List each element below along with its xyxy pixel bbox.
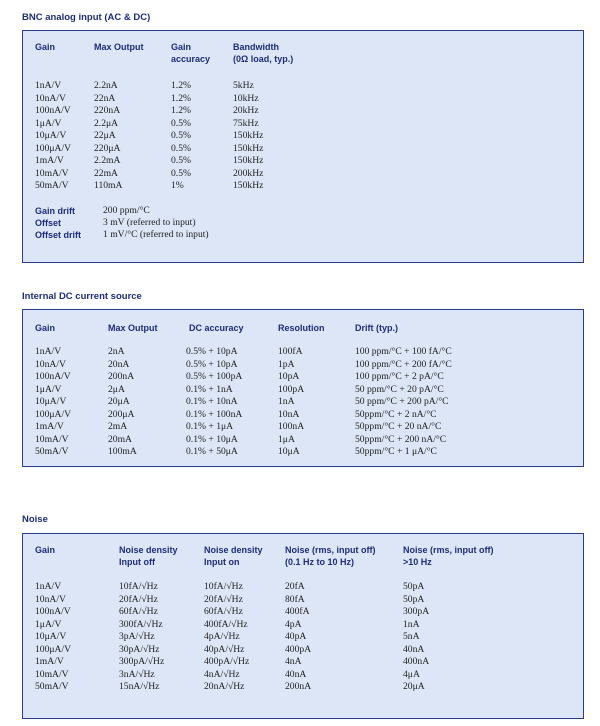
table-cell: 100nA	[278, 421, 305, 432]
table-cell: 50mA/V	[35, 180, 69, 191]
table-cell: 10fA/√Hz	[204, 581, 243, 592]
bnc-section-title: BNC analog input (AC & DC)	[22, 12, 151, 23]
table-cell: 0.5%	[171, 117, 191, 129]
table-cell: 40pA	[285, 631, 307, 642]
bnc-spec-panel	[22, 30, 584, 263]
table-row	[23, 434, 583, 447]
table-cell: 1μA/V	[35, 383, 62, 395]
table-row	[23, 346, 583, 359]
table-cell: 220nA	[94, 105, 121, 116]
table-cell: 1μA/V	[35, 618, 62, 630]
table-cell: 0.1% + 10μA	[186, 433, 238, 445]
table-cell: 0.5% + 100pA	[186, 371, 243, 382]
table-cell: 2.2mA	[94, 155, 121, 166]
table-cell: 60fA/√Hz	[119, 606, 158, 617]
column-header-dc-accuracy	[189, 322, 244, 334]
table-cell: 400fA	[285, 606, 310, 617]
table-cell: 1nA	[278, 396, 295, 407]
column-header-gain	[35, 322, 55, 334]
table-cell: 1nA/V	[35, 80, 62, 91]
dc-source-panel	[22, 309, 584, 467]
table-cell: 20nA	[108, 358, 130, 370]
table-row	[23, 118, 583, 131]
table-cell: 50 ppm/°C + 200 pA/°C	[355, 396, 449, 407]
table-cell: 0.1% + 100nA	[186, 408, 243, 420]
table-cell: 22mA	[94, 167, 118, 179]
spec-row-offset	[23, 217, 583, 229]
table-cell: 20kHz	[233, 105, 259, 116]
table-cell: 30pA/√Hz	[119, 643, 160, 655]
table-cell: 150kHz	[233, 142, 264, 154]
spec-value: 3 mV (referred to input)	[103, 217, 196, 228]
table-cell: 20mA	[108, 433, 132, 445]
table-cell: 1nA	[403, 618, 420, 630]
column-header-resolution	[278, 322, 325, 334]
table-cell: 1.2%	[171, 105, 191, 116]
table-cell: 50ppm/°C + 200 nA/°C	[355, 433, 447, 445]
table-row	[23, 656, 583, 669]
column-header-line: Max Output	[94, 42, 144, 52]
table-row	[23, 130, 583, 143]
table-cell: 3pA/√Hz	[119, 631, 155, 642]
table-row	[23, 446, 583, 459]
table-cell: 100μA/V	[35, 643, 72, 655]
table-row	[23, 105, 583, 118]
noise-section-title: Noise	[22, 514, 48, 525]
table-cell: 0.5% + 10pA	[186, 358, 238, 370]
table-cell: 10μA/V	[35, 130, 67, 141]
table-cell: 5nA	[403, 631, 420, 642]
table-row	[23, 180, 583, 193]
table-cell: 20fA/√Hz	[204, 593, 243, 605]
table-cell: 200nA	[108, 371, 135, 382]
table-cell: 40nA	[285, 668, 307, 680]
table-cell: 40nA	[403, 643, 425, 655]
table-cell: 10pA	[278, 371, 300, 382]
table-cell: 10nA/V	[35, 593, 66, 605]
table-cell: 1mA/V	[35, 656, 64, 667]
column-header-gain	[171, 41, 210, 65]
column-header-gain	[35, 544, 55, 556]
table-row	[23, 606, 583, 619]
table-cell: 0.5% + 10pA	[186, 346, 238, 357]
table-cell: 50ppm/°C + 1 μA/°C	[355, 446, 437, 457]
noise-table-body	[23, 581, 583, 694]
table-row	[23, 619, 583, 632]
spec-label: Offset	[35, 218, 62, 228]
table-cell: 50 ppm/°C + 20 pA/°C	[355, 383, 444, 395]
table-cell: 110mA	[94, 180, 123, 191]
table-cell: 4μA	[403, 668, 420, 680]
noise-panel	[22, 533, 584, 719]
table-cell: 2mA	[108, 421, 128, 432]
column-header-line: Resolution	[278, 323, 325, 333]
column-header-line: Noise (rms, input off)	[403, 545, 494, 555]
spec-label: Gain drift	[35, 206, 75, 216]
table-cell: 10μA/V	[35, 396, 67, 407]
table-cell: 1mA/V	[35, 155, 64, 166]
table-cell: 22nA	[94, 92, 116, 104]
spec-label: Offset drift	[35, 230, 81, 240]
table-cell: 50pA	[403, 581, 425, 592]
table-cell: 10mA/V	[35, 668, 69, 680]
table-row	[23, 371, 583, 384]
table-cell: 40pA/√Hz	[204, 643, 245, 655]
column-header-line: (0Ω load, typ.)	[233, 54, 294, 64]
column-header-noise-density	[119, 544, 178, 568]
table-cell: 50pA	[403, 593, 425, 605]
column-header-line: Input on	[204, 557, 240, 567]
table-cell: 400pA	[285, 643, 312, 655]
table-cell: 1mA/V	[35, 421, 64, 432]
table-row	[23, 669, 583, 682]
table-cell: 150kHz	[233, 130, 264, 141]
table-cell: 10kHz	[233, 92, 259, 104]
table-cell: 200μA	[108, 408, 135, 420]
table-cell: 100nA/V	[35, 606, 71, 617]
table-cell: 200nA	[285, 681, 312, 692]
table-cell: 20nA/√Hz	[204, 681, 245, 692]
column-header-noise-rms-input-off	[285, 544, 376, 568]
table-row	[23, 631, 583, 644]
table-cell: 400fA/√Hz	[204, 618, 248, 630]
table-row	[23, 644, 583, 657]
table-cell: 100pA	[278, 383, 305, 395]
column-header-line: Gain	[171, 42, 192, 52]
column-header-drift-typ	[355, 322, 398, 334]
table-cell: 300fA/√Hz	[119, 618, 163, 630]
table-cell: 2μA	[108, 383, 125, 395]
dc-table-body	[23, 346, 583, 459]
table-cell: 100nA/V	[35, 105, 71, 116]
table-cell: 50ppm/°C + 20 nA/°C	[355, 421, 442, 432]
table-cell: 300pA	[403, 606, 430, 617]
table-row	[23, 421, 583, 434]
column-header-line: Gain	[35, 545, 56, 555]
table-cell: 1.2%	[171, 92, 191, 104]
table-row	[23, 93, 583, 106]
table-cell: 100 ppm/°C + 2 pA/°C	[355, 371, 444, 382]
table-cell: 75kHz	[233, 117, 259, 129]
table-cell: 1μA/V	[35, 117, 62, 129]
table-cell: 4nA	[285, 656, 302, 667]
table-cell: 0.5%	[171, 142, 191, 154]
table-cell: 400pA/√Hz	[204, 656, 250, 667]
table-cell: 80fA	[285, 593, 305, 605]
table-cell: 200kHz	[233, 167, 264, 179]
column-header-line: Bandwidth	[233, 42, 279, 52]
table-cell: 20μA	[403, 681, 425, 692]
table-cell: 20fA/√Hz	[119, 593, 158, 605]
column-header-line: Noise (rms, input off)	[285, 545, 376, 555]
spec-value: 200 ppm/°C	[103, 205, 150, 216]
dc-section-title: Internal DC current source	[22, 291, 142, 302]
table-cell: 22μA	[94, 130, 116, 141]
table-cell: 0.1% + 1nA	[186, 383, 233, 395]
table-cell: 0.1% + 50μA	[186, 446, 238, 457]
table-cell: 5kHz	[233, 80, 254, 91]
column-header-line: accuracy	[171, 54, 211, 64]
column-header-gain	[35, 41, 55, 53]
column-header-line: >10 Hz	[403, 557, 432, 567]
table-cell: 10nA	[278, 408, 300, 420]
table-cell: 4nA/√Hz	[204, 668, 240, 680]
table-row	[23, 409, 583, 422]
table-cell: 100mA	[108, 446, 137, 457]
table-row	[23, 681, 583, 694]
column-header-noise-density	[204, 544, 263, 568]
table-row	[23, 80, 583, 93]
spec-value: 1 mV/°C (referred to input)	[103, 229, 209, 240]
column-header-bandwidth	[233, 41, 293, 65]
table-cell: 400nA	[403, 656, 430, 667]
table-row	[23, 384, 583, 397]
table-cell: 150kHz	[233, 180, 264, 191]
table-cell: 1μA	[278, 433, 295, 445]
table-cell: 300pA/√Hz	[119, 656, 165, 667]
bnc-table-body	[23, 80, 583, 193]
table-cell: 100μA/V	[35, 408, 72, 420]
column-header-line: Gain	[35, 323, 56, 333]
table-row	[23, 359, 583, 372]
spec-row-gain-drift	[23, 205, 583, 217]
table-cell: 100μA/V	[35, 142, 72, 154]
table-cell: 20fA	[285, 581, 305, 592]
column-header-max-output	[94, 41, 144, 53]
table-cell: 2.2μA	[94, 117, 119, 129]
table-cell: 10mA/V	[35, 433, 69, 445]
table-cell: 100 ppm/°C + 100 fA/°C	[355, 346, 452, 357]
column-header-line: Drift (typ.)	[355, 323, 398, 333]
table-row	[23, 594, 583, 607]
column-header-noise-rms-input-off	[403, 544, 494, 568]
table-cell: 4pA/√Hz	[204, 631, 240, 642]
table-cell: 4pA	[285, 618, 302, 630]
table-cell: 150kHz	[233, 155, 264, 166]
table-cell: 10μA	[278, 446, 300, 457]
table-cell: 100 ppm/°C + 200 fA/°C	[355, 358, 452, 370]
table-cell: 1nA/V	[35, 346, 62, 357]
table-cell: 10mA/V	[35, 167, 69, 179]
table-cell: 1%	[171, 180, 184, 191]
table-cell: 50mA/V	[35, 681, 69, 692]
table-cell: 100nA/V	[35, 371, 71, 382]
table-cell: 3nA/√Hz	[119, 668, 155, 680]
column-header-line: Max Output	[108, 323, 158, 333]
column-header-line: Noise density	[119, 545, 178, 555]
table-cell: 2nA	[108, 346, 125, 357]
table-cell: 10μA/V	[35, 631, 67, 642]
table-cell: 0.1% + 10nA	[186, 396, 238, 407]
table-cell: 50mA/V	[35, 446, 69, 457]
table-row	[23, 396, 583, 409]
table-cell: 0.5%	[171, 155, 191, 166]
column-header-line: Gain	[35, 42, 56, 52]
table-row	[23, 581, 583, 594]
table-cell: 10fA/√Hz	[119, 581, 158, 592]
table-row	[23, 155, 583, 168]
column-header-line: DC accuracy	[189, 323, 244, 333]
table-cell: 220μA	[94, 142, 121, 154]
table-cell: 0.5%	[171, 130, 191, 141]
table-cell: 20μA	[108, 396, 130, 407]
table-cell: 0.1% + 1μA	[186, 421, 234, 432]
table-cell: 15nA/√Hz	[119, 681, 160, 692]
table-row	[23, 168, 583, 181]
column-header-max-output	[108, 322, 158, 334]
column-header-line: Noise density	[204, 545, 263, 555]
column-header-line: (0.1 Hz to 10 Hz)	[285, 557, 355, 567]
table-cell: 0.5%	[171, 167, 191, 179]
table-cell: 1.2%	[171, 80, 191, 91]
table-cell: 1pA	[278, 358, 295, 370]
table-cell: 50ppm/°C + 2 nA/°C	[355, 408, 437, 420]
spec-row-offset-drift	[23, 229, 583, 241]
table-cell: 1nA/V	[35, 581, 62, 592]
table-cell: 100fA	[278, 346, 303, 357]
table-cell: 60fA/√Hz	[204, 606, 243, 617]
table-cell: 10nA/V	[35, 358, 66, 370]
spec-list	[23, 205, 583, 241]
table-cell: 2.2nA	[94, 80, 118, 91]
table-cell: 10nA/V	[35, 92, 66, 104]
column-header-line: Input off	[119, 557, 155, 567]
table-row	[23, 143, 583, 156]
